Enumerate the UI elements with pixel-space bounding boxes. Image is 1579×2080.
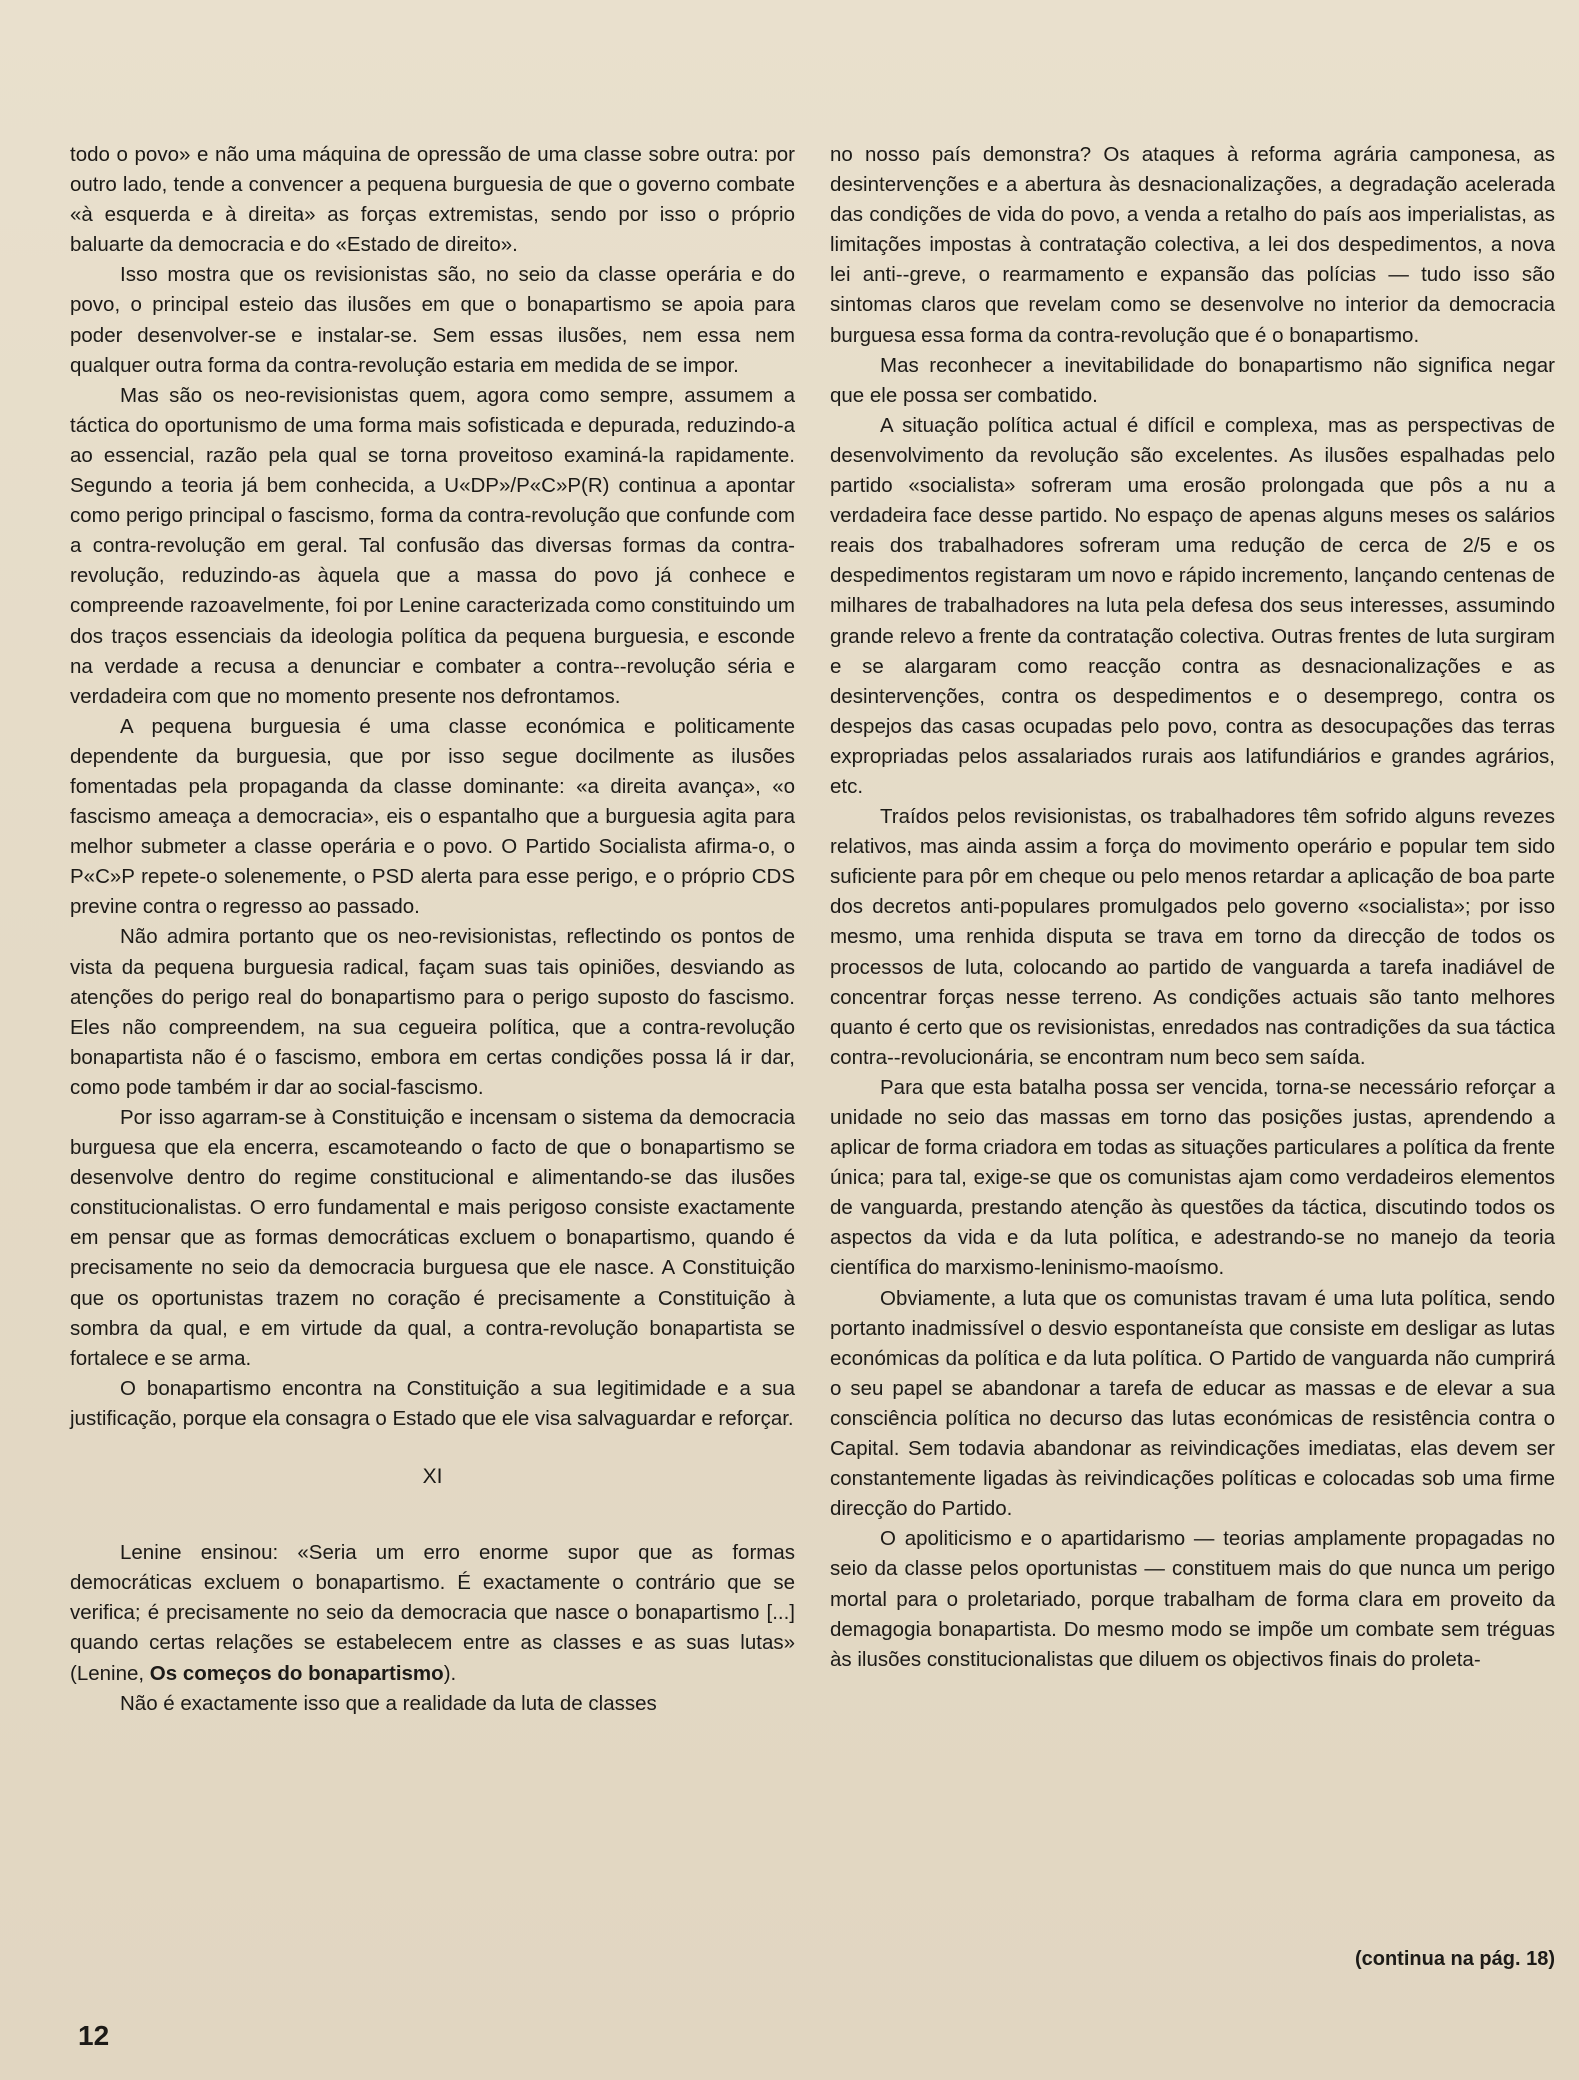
paragraph: [70, 1538, 795, 1688]
paragraph: Não é exactamente isso que a realidade da luta de classes: [120, 1691, 657, 1715]
paragraph: Não admira portanto que os neo-revisionistas, reflectindo os pontos de vista da pequena burguesia radical, façam suas tais opiniões, desviando as atenções do perigo real do bonapartismo para o perigo suposto do fascismo. Eles não compreendem, na sua cegueira política, que a contra-revolução bonapartista não é o fascismo, embora em certas condições possa lá ir dar, como pode também ir dar ao social-fascismo.: [70, 925, 795, 1099]
quote-end: ).: [443, 1661, 457, 1685]
paragraph: Por isso agarram-se à Constituição e incensam o sistema da democracia burguesa que ela encerra, escamoteando o facto de que o bonapartismo se desenvolve dentro do regime constitucional e alimentando-se das ilusões constitucionalistas. O erro fundamental e mais perigoso consiste exactamente em pensar que as formas democráticas excluem o bonapartismo, quando é precisamente no seio da democracia burguesa que ele nasce. A Constituição que os oportunistas trazem no coração é precisamente a Constituição à sombra da qual, e em virtude da qual, a contra-revolução bonapartista se fortalece e se arma.: [70, 1106, 795, 1370]
continuation-note: (continua na pág. 18): [1354, 1948, 1555, 1970]
paragraph: Para que esta batalha possa ser vencida, torna-se necessário reforçar a unidade no seio das massas em torno das posições justas, aprendendo a aplicar de forma criadora em todas as situações particulares a política da frente única; para tal, exige-se que os comunistas ajam como verdadeiros elementos de vanguarda, prestando atenção às questões da táctica, discutindo todos os aspectos da vida e da luta política, e adestrando-se no manejo da teoria científica do marxismo-leninismo-maoísmo.: [830, 1075, 1555, 1280]
paragraph: Mas são os neo-revisionistas quem, agora como sempre, assumem a táctica do oportunismo de uma forma mais sofisticada e depurada, reduzindo-a ao essencial, razão pela qual se torna proveitoso examiná-la rapidamente. Segundo a teoria já bem conhecida, a U«DP»/P«C»P(R) continua a apontar como perigo principal o fascismo, forma da contra-revolução que confunde com a contra-revolução em geral. Tal confusão das diversas formas da contra-revolução, reduzindo-as àquela que a massa do povo já conhece e compreende razoavelmente, foi por Lenine caracterizada como constituindo um dos traços essenciais da ideologia política da pequena burguesia, e esconde na verdade a recusa a denunciar e combater a contra--revolução séria e verdadeira com que no momento presente nos defrontamos.: [70, 383, 795, 708]
paragraph: A situação política actual é difícil e complexa, mas as perspectivas de desenvolvimento da revolução são excelentes. As ilusões espalhadas pelo partido «socialista» sofreram uma erosão prolongada que pôs a nu a verdadeira face desse partido. No espaço de apenas alguns meses os salários reais dos trabalhadores sofreram uma redução de cerca de 2/5 e os despedimentos registaram um novo e rápido incremento, lançando centenas de milhares de trabalhadores na luta pela defesa dos seus interesses, assumindo grande relevo a frente da contratação colectiva. Outras frentes de luta surgiram e se alargaram como reacção contra as desnacionalizações e as desintervenções, contra os despedimentos e o desemprego, contra os despejos das casas ocupadas pelo povo, contra as desocupações das terras expropriadas pelos assalariados rurais aos latifundiários e grandes agrários, etc.: [830, 413, 1555, 798]
paragraph: Isso mostra que os revisionistas são, no seio da classe operária e do povo, o principal esteio das ilusões em que o bonapartismo se apoia para poder desenvolver-se e instalar-se. Sem essas ilusões, nem essa nem qualquer outra forma da contra-revolução estaria em medida de se impor.: [70, 263, 795, 377]
left-column: [70, 140, 795, 1719]
right-column: [830, 140, 1555, 1675]
paragraph: O apoliticismo e o apartidarismo — teorias amplamente propagadas no seio da classe pelos oportunistas — constituem mais do que nunca um perigo mortal para o proletariado, porque trabalham de forma clara em proveito da demagogia bonapartista. Do mesmo modo se impõe um combate sem tréguas às ilusões constitucionalistas que diluem os objectivos finais do proleta-: [830, 1527, 1555, 1671]
paragraph: Obviamente, a luta que os comunistas travam é uma luta política, sendo portanto inadmissível o desvio espontaneísta que consiste em desligar as lutas económicas da política e da luta política. O Partido de vanguarda não cumprirá o seu papel se abandonar a tarefa de educar as massas e de elevar a sua consciência política no decurso das lutas económicas de resistência contra o Capital. Sem todavia abandonar as reivindicações imediatas, elas devem ser constantemente ligadas às reivindicações políticas e colocadas sob uma firme direcção do Partido.: [830, 1286, 1555, 1521]
page-number: 12: [78, 2020, 110, 2051]
paragraph: A pequena burguesia é uma classe económica e politicamente dependente da burguesia, que por isso segue docilmente as ilusões fomentadas pela propaganda da classe dominante: «a direita avança», «o fascismo ameaça a democracia», eis o espantalho que a burguesia agita para melhor submeter a classe operária e o povo. O Partido Socialista afirma-o, o P«C»P repete-o solenemente, o PSD alerta para esse perigo, e o próprio CDS previne contra o regresso ao passado.: [70, 714, 795, 919]
paragraph: no nosso país demonstra? Os ataques à reforma agrária camponesa, as desintervenções e a abertura às desnacionalizações, a degradação acelerada das condições de vida do povo, a venda a retalho do país aos imperialistas, as limitações impostas à contratação colectiva, a lei dos despedimentos, a nova lei anti--greve, o rearmamento e expansão das polícias — tudo isso são sintomas claros que revelam como se desenvolve no interior da democracia burguesa essa forma da contra-revolução que é o bonapartismo.: [830, 143, 1555, 347]
cited-work-title: Os começos do bonapartismo: [149, 1661, 444, 1685]
paragraph: todo o povo» e não uma máquina de opressão de uma classe sobre outra: por outro lado, tende a convencer a pequena burguesia de que o governo combate «à esquerda e à direita» as forças extremistas, sendo por isso o próprio baluarte da democracia e do «Estado de direito».: [70, 143, 795, 257]
quote-text: Lenine ensinou: «Seria um erro enorme supor que as formas democráticas excluem o bonapartismo. É exactamente o contrário que se verifica; é precisamente no seio da democracia que nasce o bonapartismo [...] quando certas relações se estabelecem entre as classes e as suas lutas» (Lenine,: [70, 1541, 795, 1685]
paragraph: O bonapartismo encontra na Constituição a sua legitimidade e a sua justificação, porque ela consagra o Estado que ele visa salvaguardar e reforçar.: [70, 1376, 795, 1430]
paragraph: Traídos pelos revisionistas, os trabalhadores têm sofrido alguns revezes relativos, mas ainda assim a força do movimento operário e popular tem sido suficiente para pôr em cheque ou pelo menos retardar a aplicação de boa parte dos decretos anti-populares promulgados pelo governo «socialista»; por isso mesmo, uma renhida disputa se trava em torno da direcção de todos os processos de luta, colocando ao partido de vanguarda a tarefa inadiável de concentrar forças nesse terreno. As condições actuais são tanto melhores quanto é certo que os revisionistas, enredados nas contradições da sua táctica contra--revolucionária, se encontram num beco sem saída.: [830, 805, 1555, 1069]
paragraph: Mas reconhecer a inevitabilidade do bonapartismo não significa negar que ele possa ser combatido.: [830, 353, 1555, 407]
section-heading: XI: [422, 1465, 443, 1489]
